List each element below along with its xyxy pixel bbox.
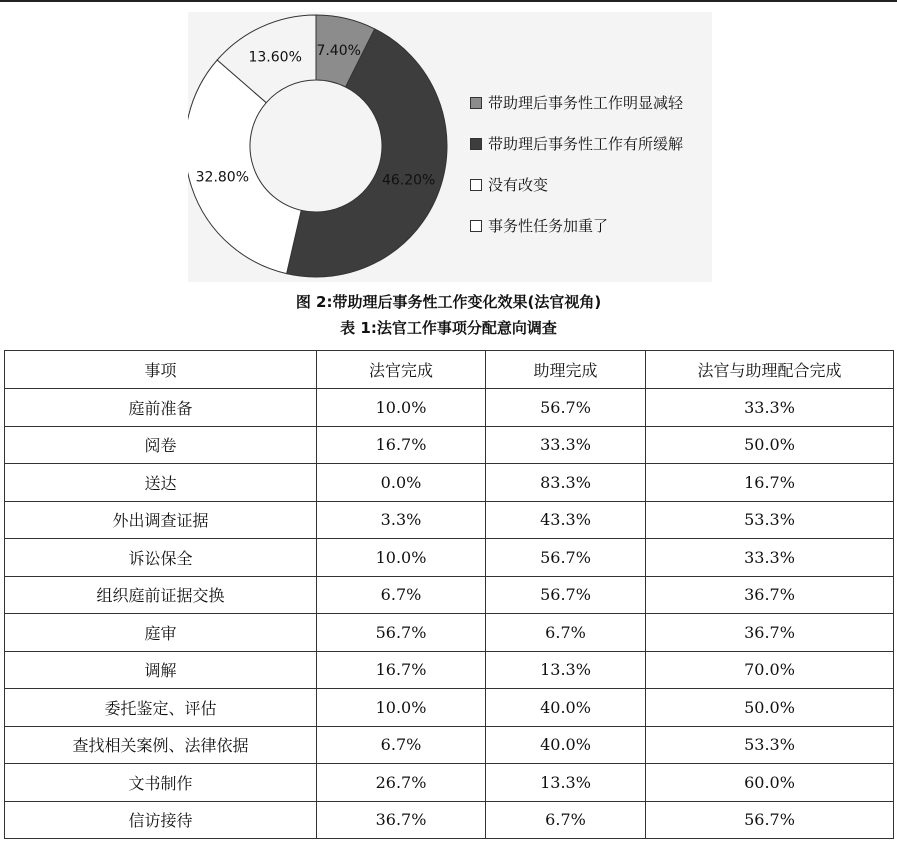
table-row <box>5 726 894 764</box>
item-cell: 送达 <box>5 464 317 502</box>
item-cell: 委托鉴定、评估 <box>5 689 317 727</box>
joint-cell: 70.0% <box>646 651 894 689</box>
judge-cell: 10.0% <box>317 389 486 427</box>
item-cell: 阅卷 <box>5 426 317 464</box>
table-row <box>5 576 894 614</box>
allocation-table <box>4 350 894 839</box>
legend-swatch <box>470 179 482 191</box>
legend-item <box>470 92 683 113</box>
joint-cell: 33.3% <box>646 389 894 427</box>
column-header: 事项 <box>5 351 317 389</box>
joint-cell: 53.3% <box>646 726 894 764</box>
assistant-cell: 40.0% <box>486 726 646 764</box>
joint-cell: 36.7% <box>646 614 894 652</box>
table-caption: 表 1:法官工作事项分配意向调查 <box>340 319 557 337</box>
slice-label: 13.60% <box>248 49 302 66</box>
item-cell: 庭审 <box>5 614 317 652</box>
joint-cell: 50.0% <box>646 426 894 464</box>
judge-cell: 0.0% <box>317 464 486 502</box>
table-row <box>5 539 894 577</box>
table-row <box>5 464 894 502</box>
table-row <box>5 801 894 839</box>
judge-cell: 10.0% <box>317 689 486 727</box>
joint-cell: 60.0% <box>646 764 894 802</box>
joint-cell: 16.7% <box>646 464 894 502</box>
slice-label: 32.80% <box>195 169 250 186</box>
donut-slice <box>188 60 301 274</box>
assistant-cell: 40.0% <box>486 689 646 727</box>
assistant-cell: 13.3% <box>486 651 646 689</box>
assistant-cell: 6.7% <box>486 801 646 839</box>
item-cell: 调解 <box>5 651 317 689</box>
column-header: 法官与助理配合完成 <box>646 351 894 389</box>
column-header: 法官完成 <box>317 351 486 389</box>
judge-cell: 6.7% <box>317 576 486 614</box>
table-row <box>5 389 894 427</box>
item-cell: 庭前准备 <box>5 389 317 427</box>
judge-cell: 26.7% <box>317 764 486 802</box>
judge-cell: 10.0% <box>317 539 486 577</box>
joint-cell: 50.0% <box>646 689 894 727</box>
legend-swatch <box>470 138 482 150</box>
column-header: 助理完成 <box>486 351 646 389</box>
top-rule <box>0 0 897 2</box>
legend-swatch <box>470 220 482 232</box>
assistant-cell: 56.7% <box>486 389 646 427</box>
item-cell: 查找相关案例、法律依据 <box>5 726 317 764</box>
joint-cell: 56.7% <box>646 801 894 839</box>
assistant-cell: 33.3% <box>486 426 646 464</box>
assistant-cell: 56.7% <box>486 576 646 614</box>
assistant-cell: 56.7% <box>486 539 646 577</box>
judge-cell: 16.7% <box>317 426 486 464</box>
joint-cell: 53.3% <box>646 501 894 539</box>
item-cell: 外出调查证据 <box>5 501 317 539</box>
figure-caption: 图 2:带助理后事务性工作变化效果(法官视角) <box>295 293 602 311</box>
table-row <box>5 764 894 802</box>
item-cell: 信访接待 <box>5 801 317 839</box>
assistant-cell: 83.3% <box>486 464 646 502</box>
table-row <box>5 426 894 464</box>
slice-label: 46.20% <box>381 172 436 189</box>
item-cell: 诉讼保全 <box>5 539 317 577</box>
legend-item <box>470 133 683 154</box>
table-row <box>5 614 894 652</box>
table-row <box>5 689 894 727</box>
judge-cell: 56.7% <box>317 614 486 652</box>
item-cell: 文书制作 <box>5 764 317 802</box>
judge-cell: 16.7% <box>317 651 486 689</box>
assistant-cell: 6.7% <box>486 614 646 652</box>
legend-item <box>470 215 683 236</box>
legend-label: 事务性任务加重了 <box>488 217 609 235</box>
legend-swatch <box>470 97 482 109</box>
legend-label: 带助理后事务性工作明显减轻 <box>488 94 684 112</box>
legend-item <box>470 174 683 195</box>
joint-cell: 36.7% <box>646 576 894 614</box>
judge-cell: 36.7% <box>317 801 486 839</box>
table-row <box>5 651 894 689</box>
joint-cell: 33.3% <box>646 539 894 577</box>
judge-cell: 6.7% <box>317 726 486 764</box>
legend-label: 没有改变 <box>488 176 549 194</box>
chart-legend <box>470 92 683 256</box>
assistant-cell: 43.3% <box>486 501 646 539</box>
assistant-cell: 13.3% <box>486 764 646 802</box>
legend-label: 带助理后事务性工作有所缓解 <box>488 135 684 153</box>
judge-cell: 3.3% <box>317 501 486 539</box>
item-cell: 组织庭前证据交换 <box>5 576 317 614</box>
table-header-row <box>5 351 894 389</box>
table-row <box>5 501 894 539</box>
slice-label: 7.40% <box>316 43 361 60</box>
